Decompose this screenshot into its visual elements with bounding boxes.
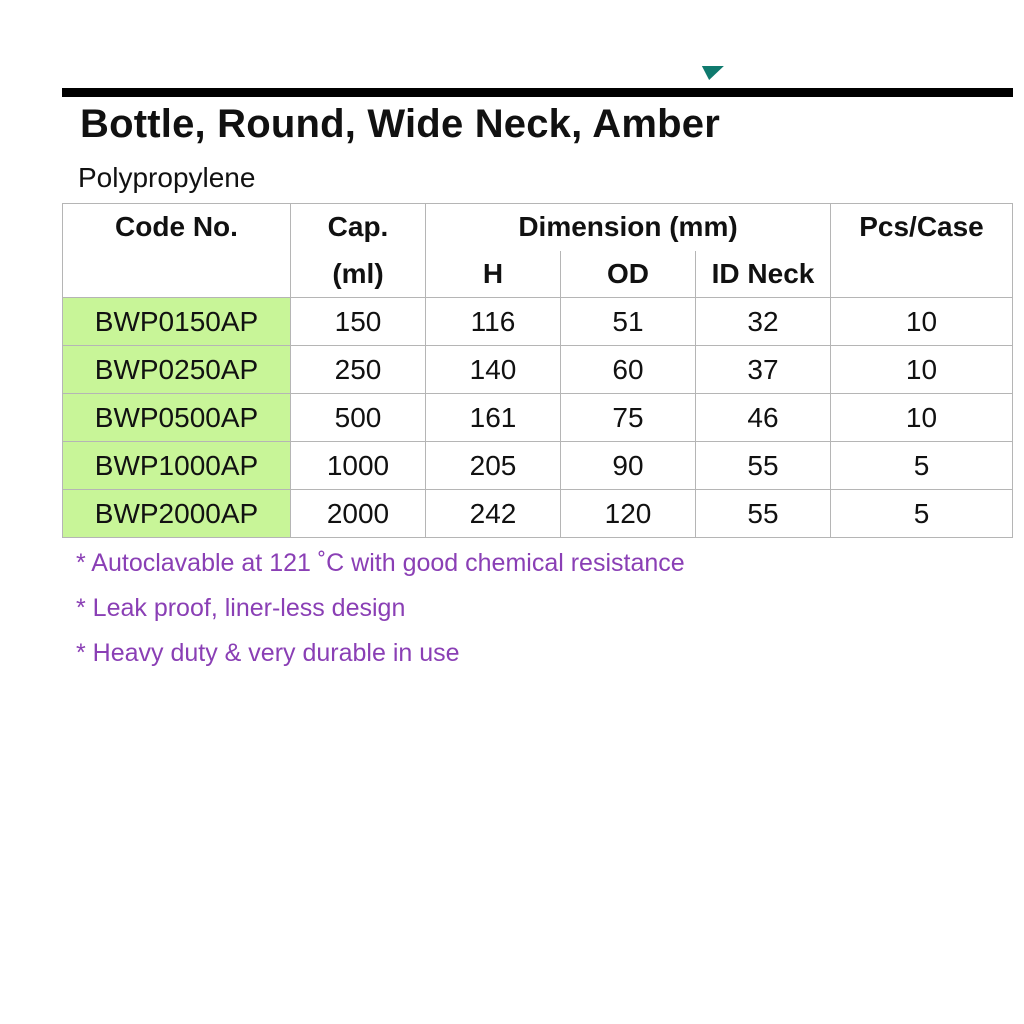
cell-id-neck: 46 — [696, 394, 831, 442]
note-leak-proof: * Leak proof, liner-less design — [76, 594, 406, 622]
header-code: Code No. — [63, 204, 291, 251]
table-row — [63, 490, 1013, 538]
cell-pcs: 10 — [831, 346, 1013, 394]
cell-cap: 500 — [291, 394, 426, 442]
cell-code: BWP0250AP — [63, 346, 291, 394]
header-pcs: Pcs/Case — [831, 204, 1013, 251]
cell-cap: 1000 — [291, 442, 426, 490]
header-h: H — [426, 251, 561, 298]
cell-pcs: 10 — [831, 394, 1013, 442]
cell-od: 120 — [561, 490, 696, 538]
cell-pcs: 10 — [831, 298, 1013, 346]
page-subtitle: Polypropylene — [78, 162, 256, 193]
cell-code: BWP0150AP — [63, 298, 291, 346]
cell-h: 161 — [426, 394, 561, 442]
table-row — [63, 394, 1013, 442]
header-cap: Cap. — [291, 204, 426, 251]
table-row — [63, 346, 1013, 394]
header-od: OD — [561, 251, 696, 298]
cell-id-neck: 37 — [696, 346, 831, 394]
cell-id-neck: 55 — [696, 442, 831, 490]
header-row-2 — [63, 251, 1013, 298]
cell-code: BWP2000AP — [63, 490, 291, 538]
header-dimension: Dimension (mm) — [426, 204, 831, 251]
note-autoclavable: * Autoclavable at 121 ˚C with good chemical resistance — [76, 549, 685, 577]
cell-code: BWP1000AP — [63, 442, 291, 490]
cell-id-neck: 55 — [696, 490, 831, 538]
cell-h: 205 — [426, 442, 561, 490]
header-row-1 — [63, 204, 1013, 251]
cell-pcs: 5 — [831, 490, 1013, 538]
logo-mark-icon — [698, 66, 724, 80]
cell-cap: 250 — [291, 346, 426, 394]
cell-cap: 150 — [291, 298, 426, 346]
cell-cap: 2000 — [291, 490, 426, 538]
header-pcs-blank — [831, 251, 1013, 298]
cell-pcs: 5 — [831, 442, 1013, 490]
cell-od: 90 — [561, 442, 696, 490]
cell-od: 51 — [561, 298, 696, 346]
spec-table — [62, 203, 1013, 538]
cell-h: 242 — [426, 490, 561, 538]
table-row — [63, 298, 1013, 346]
cell-od: 75 — [561, 394, 696, 442]
header-code-blank — [63, 251, 291, 298]
header-id-neck: ID Neck — [696, 251, 831, 298]
feature-notes — [76, 545, 685, 680]
cell-code: BWP0500AP — [63, 394, 291, 442]
header-cap-unit: (ml) — [291, 251, 426, 298]
cell-id-neck: 32 — [696, 298, 831, 346]
cell-h: 140 — [426, 346, 561, 394]
top-rule — [62, 88, 1013, 97]
table-row — [63, 442, 1013, 490]
cell-od: 60 — [561, 346, 696, 394]
page-title: Bottle, Round, Wide Neck, Amber — [80, 102, 720, 146]
cell-h: 116 — [426, 298, 561, 346]
note-heavy-duty: * Heavy duty & very durable in use — [76, 639, 460, 667]
